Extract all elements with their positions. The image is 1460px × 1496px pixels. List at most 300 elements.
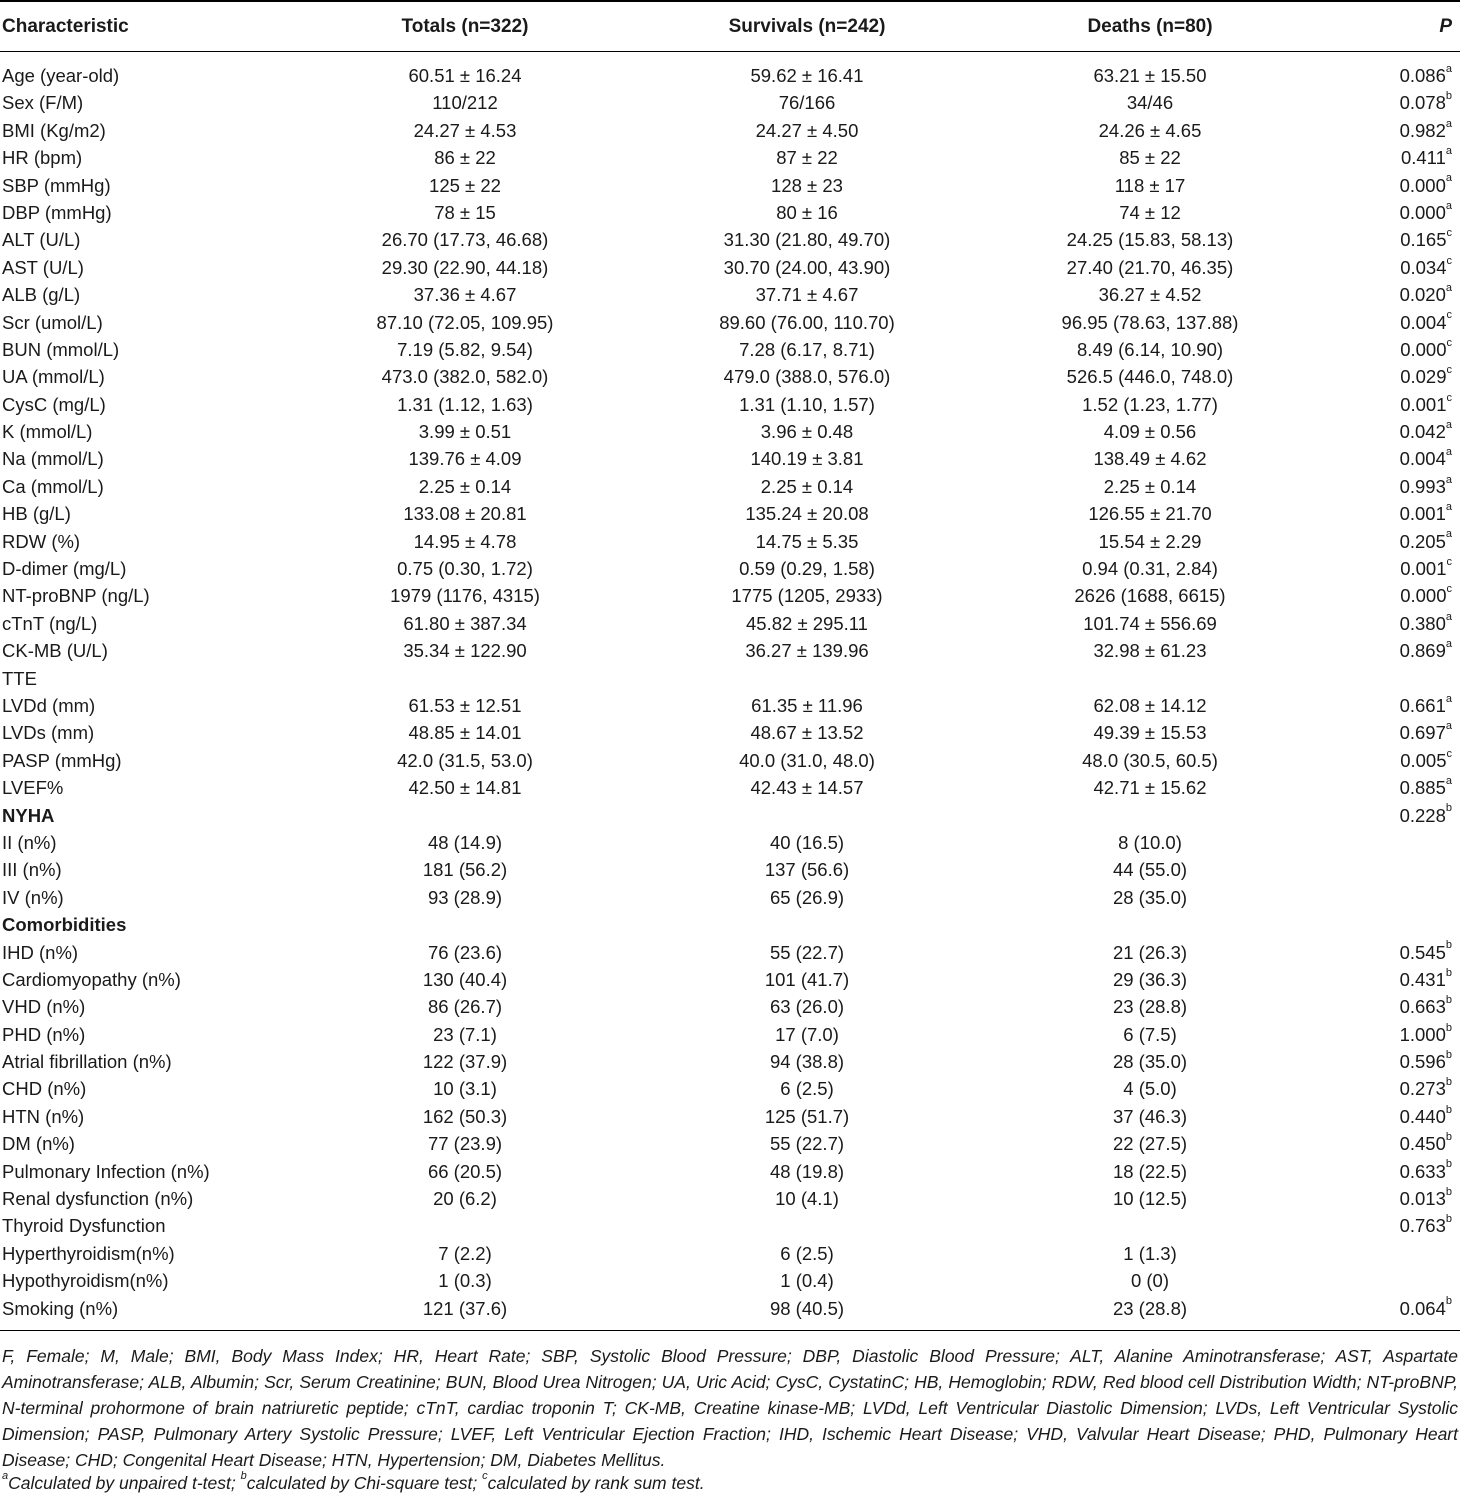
- row-label: Age (year-old): [2, 65, 120, 86]
- cell-p-value: [1400, 391, 1452, 418]
- cell-deaths: 8.49 (6.14, 10.90): [1076, 338, 1224, 360]
- table-row: [0, 172, 1460, 199]
- header-totals: Totals (n=322): [401, 16, 529, 37]
- cell-p-value: [1400, 1048, 1452, 1075]
- row-label: LVEF%: [2, 777, 64, 799]
- header-survivals: Survivals (n=242): [728, 16, 886, 37]
- cell-totals: 78 ± 15: [434, 201, 496, 223]
- p-value-test-marker: a: [1445, 638, 1452, 651]
- cell-deaths: 6 (7.5): [1123, 1023, 1177, 1045]
- cell-survivals: 10 (4.1): [775, 1188, 839, 1210]
- row-label: Comorbidities: [2, 914, 127, 936]
- cell-survivals: 137 (56.6): [764, 859, 850, 881]
- cell-deaths: 23 (28.8): [1112, 1297, 1188, 1319]
- table-row: [0, 62, 1460, 89]
- cell-p-value: [1400, 1158, 1452, 1185]
- row-label: Cardiomyopathy (n%): [2, 968, 181, 990]
- cell-totals: 29.30 (22.90, 44.18): [381, 256, 549, 278]
- row-label: AST (U/L): [2, 256, 84, 278]
- table-row: [0, 89, 1460, 116]
- table-row: [0, 199, 1460, 226]
- table-row: [0, 254, 1460, 281]
- cell-totals: 110/212: [432, 92, 498, 114]
- table-row: [0, 1212, 1460, 1239]
- cell-p-value: [1400, 1021, 1452, 1048]
- cell-survivals: 89.60 (76.00, 110.70): [719, 311, 895, 333]
- cell-p-value: [1400, 309, 1452, 336]
- cell-deaths: 23 (28.8): [1112, 996, 1188, 1018]
- row-label: Pulmonary Infection (n%): [2, 1160, 210, 1182]
- p-value-text: 1.000: [1399, 1023, 1446, 1045]
- p-value-text: 0.001: [1400, 393, 1447, 415]
- cell-deaths: 42.71 ± 15.62: [1093, 777, 1207, 799]
- cell-p-value: [1400, 528, 1452, 555]
- row-label: NT-proBNP (ng/L): [2, 585, 150, 607]
- cell-totals: 130 (40.4): [422, 968, 508, 990]
- cell-totals: 139.76 ± 4.09: [408, 448, 522, 470]
- p-value-test-marker: c: [1446, 364, 1452, 377]
- cell-p-value: [1400, 582, 1452, 609]
- p-value-test-marker: a: [1445, 528, 1452, 541]
- p-value-test-marker: b: [1445, 1185, 1452, 1198]
- cell-totals: 1 (0.3): [438, 1270, 492, 1292]
- p-value-test-marker: b: [1445, 1021, 1452, 1034]
- cell-p-value: [1400, 747, 1452, 774]
- cell-p-value: [1400, 966, 1452, 993]
- p-value-text: 0.034: [1400, 256, 1447, 278]
- p-value-test-marker: c: [1446, 555, 1452, 568]
- cell-survivals: 42.43 ± 14.57: [750, 777, 864, 799]
- p-value-text: 0.431: [1399, 968, 1446, 990]
- header-p: P: [1439, 16, 1452, 37]
- cell-deaths: 4.09 ± 0.56: [1103, 421, 1197, 443]
- cell-totals: 1.31 (1.12, 1.63): [397, 393, 533, 415]
- cell-totals: 93 (28.9): [427, 886, 503, 908]
- p-value-text: 0.869: [1399, 640, 1446, 662]
- cell-deaths: 8 (10.0): [1118, 831, 1182, 853]
- cell-survivals: 1.31 (1.10, 1.57): [739, 393, 875, 415]
- cell-deaths: 48.0 (30.5, 60.5): [1082, 749, 1218, 771]
- p-value-test-marker: c: [1446, 227, 1452, 240]
- header-characteristic: Characteristic: [2, 16, 129, 37]
- table-row: [0, 1130, 1460, 1157]
- row-label: PASP (mmHg): [2, 749, 122, 771]
- cell-p-value: [1400, 637, 1452, 664]
- cell-totals: 133.08 ± 20.81: [403, 503, 527, 525]
- table-top-rule: [0, 0, 1460, 2]
- cell-p-value: [1400, 692, 1452, 719]
- cell-deaths: 28 (35.0): [1112, 1051, 1188, 1073]
- cell-p-value: [1400, 172, 1452, 199]
- cell-totals: 181 (56.2): [422, 859, 508, 881]
- p-value-text: 0.697: [1399, 722, 1446, 744]
- cell-deaths: 15.54 ± 2.29: [1098, 530, 1202, 552]
- p-value-text: 0.380: [1399, 612, 1446, 634]
- table-row: [0, 391, 1460, 418]
- p-value-test-marker: a: [1445, 446, 1452, 459]
- p-value-text: 0.993: [1399, 475, 1446, 497]
- cell-totals: 86 ± 22: [434, 147, 496, 169]
- cell-p-value: [1400, 500, 1452, 527]
- test-note-a-marker: a: [2, 1470, 9, 1483]
- cell-p-value: [1400, 199, 1452, 226]
- cell-deaths: 1 (1.3): [1123, 1242, 1177, 1264]
- cell-deaths: 526.5 (446.0, 748.0): [1066, 366, 1234, 388]
- table-row: [0, 966, 1460, 993]
- p-value-text: 0.596: [1399, 1051, 1446, 1073]
- row-label: ALT (U/L): [2, 229, 81, 251]
- cell-deaths: 4 (5.0): [1123, 1078, 1177, 1100]
- cell-p-value: [1400, 418, 1452, 445]
- table-row: [0, 665, 1460, 692]
- cell-deaths: 96.95 (78.63, 137.88): [1061, 311, 1239, 333]
- cell-survivals: 63 (26.0): [769, 996, 845, 1018]
- row-label: HTN (n%): [2, 1105, 85, 1127]
- row-label: Hypothyroidism(n%): [2, 1270, 169, 1292]
- cell-survivals: 128 ± 23: [771, 174, 843, 196]
- cell-totals: 86 (26.7): [427, 996, 503, 1018]
- p-value-test-marker: b: [1445, 1158, 1452, 1171]
- p-value-test-marker: b: [1445, 1076, 1452, 1089]
- cell-p-value: [1401, 144, 1452, 171]
- row-label: UA (mmol/L): [2, 366, 105, 388]
- row-label: CK-MB (U/L): [2, 640, 108, 662]
- table-row: [0, 1240, 1460, 1267]
- table-row: [0, 1021, 1460, 1048]
- p-value-text: 0.078: [1399, 92, 1446, 114]
- p-value-test-marker: a: [1445, 281, 1452, 294]
- cell-totals: 162 (50.3): [422, 1105, 508, 1127]
- table-row: [0, 692, 1460, 719]
- row-label: IHD (n%): [2, 941, 79, 963]
- p-value-text: 0.661: [1399, 694, 1446, 716]
- cell-p-value: [1400, 802, 1452, 829]
- p-value-test-marker: c: [1446, 309, 1452, 322]
- table-header: [0, 8, 1460, 44]
- cell-survivals: 80 ± 16: [776, 201, 838, 223]
- p-value-test-marker: a: [1445, 172, 1452, 185]
- cell-totals: 122 (37.9): [422, 1051, 508, 1073]
- p-value-text: 0.001: [1399, 503, 1446, 525]
- p-value-test-marker: a: [1445, 418, 1452, 431]
- p-value-text: 0.885: [1399, 777, 1446, 799]
- p-value-test-marker: c: [1446, 391, 1452, 404]
- cell-deaths: 44 (55.0): [1112, 859, 1188, 881]
- table-row: [0, 418, 1460, 445]
- cell-survivals: 55 (22.7): [769, 941, 845, 963]
- row-label: K (mmol/L): [2, 421, 93, 443]
- p-value-text: 0.064: [1399, 1297, 1446, 1319]
- cell-deaths: 0.94 (0.31, 2.84): [1082, 558, 1218, 580]
- p-value-text: 0.000: [1399, 174, 1446, 196]
- row-label: SBP (mmHg): [2, 174, 111, 196]
- p-value-test-marker: a: [1445, 775, 1452, 787]
- cell-p-value: [1400, 89, 1452, 116]
- cell-survivals: 7.28 (6.17, 8.71): [739, 338, 875, 360]
- row-label: Atrial fibrillation (n%): [2, 1051, 172, 1073]
- cell-deaths: 1.52 (1.23, 1.77): [1082, 393, 1218, 415]
- cell-survivals: 76/166: [778, 92, 836, 114]
- cell-survivals: 0.59 (0.29, 1.58): [739, 558, 875, 580]
- table-row: [0, 774, 1460, 801]
- table-row: [0, 226, 1460, 253]
- cell-p-value: [1400, 993, 1452, 1020]
- cell-p-value: [1400, 1212, 1452, 1239]
- p-value-test-marker: a: [1445, 610, 1452, 623]
- row-label: Thyroid Dysfunction: [2, 1215, 166, 1237]
- table-row: [0, 829, 1460, 856]
- test-note-b: calculated by Chi-square test;: [246, 1473, 483, 1493]
- cell-survivals: 36.27 ± 139.96: [745, 640, 869, 662]
- table-bottom-rule: [0, 1330, 1460, 1331]
- cell-p-value: [1400, 363, 1452, 390]
- cell-survivals: 65 (26.9): [769, 886, 845, 908]
- cell-totals: 61.53 ± 12.51: [408, 694, 522, 716]
- table-row: [0, 336, 1460, 363]
- cell-survivals: 98 (40.5): [769, 1297, 845, 1319]
- p-value-text: 0.000: [1400, 585, 1447, 607]
- table-row: [0, 939, 1460, 966]
- header-deaths: Deaths (n=80): [1087, 16, 1213, 37]
- p-value-test-marker: a: [1445, 199, 1452, 212]
- row-label: RDW (%): [2, 530, 81, 552]
- table-row: [0, 911, 1460, 938]
- cell-deaths: 101.74 ± 556.69: [1083, 612, 1217, 634]
- cell-p-value: [1400, 1103, 1452, 1130]
- cell-totals: 10 (3.1): [433, 1078, 497, 1100]
- table-row: [0, 309, 1460, 336]
- cell-deaths: 32.98 ± 61.23: [1093, 640, 1207, 662]
- cell-totals: 125 ± 22: [429, 174, 501, 196]
- table-row: [0, 1103, 1460, 1130]
- cell-totals: 20 (6.2): [433, 1188, 497, 1210]
- cell-survivals: 30.70 (24.00, 43.90): [723, 256, 891, 278]
- cell-p-value: [1400, 1075, 1452, 1102]
- cell-deaths: 0 (0): [1130, 1270, 1170, 1292]
- cell-totals: 48 (14.9): [427, 831, 503, 853]
- table-row: [0, 144, 1460, 171]
- cell-totals: 76 (23.6): [427, 941, 503, 963]
- table-row: [0, 610, 1460, 637]
- cell-p-value: [1400, 610, 1452, 637]
- row-label: Smoking (n%): [2, 1297, 119, 1319]
- cell-deaths: 2626 (1688, 6615): [1074, 585, 1226, 607]
- table-row: [0, 1075, 1460, 1102]
- p-value-test-marker: c: [1446, 583, 1452, 596]
- table-row: [0, 117, 1460, 144]
- cell-deaths: 18 (22.5): [1112, 1160, 1188, 1182]
- cell-p-value: [1400, 555, 1452, 582]
- cell-totals: 42.0 (31.5, 53.0): [397, 749, 533, 771]
- abbreviations-footnote: F, Female; M, Male; BMI, Body Mass Index; HR, Heart Rate; SBP, Systolic Blood Pressure; DBP, Diastolic Blood Pressure; ALT, Alanine Aminotransferase; AST, Aspartate Aminotransferase; ALB, Albumin; Scr, Serum Creatinine; BUN, Blood Urea Nitrogen; UA, Uric Acid; CysC, CystatinC; HB, Hemoglobin; RDW, Red blood cell Distribution Width; NT-proBNP, N-terminal prohormone of brain natriuretic peptide; cTnT, cardiac troponin T; CK-MB, Creatine kinase-MB; LVDd, Left Ventricular Diastolic Dimension; LVDs, Left Ventricular Systolic Dimension; PASP, Pulmonary Artery Systolic Pressure; LVEF, Left Ventricular Ejection Fraction; IHD, Ischemic Heart Disease; VHD, Valvular Heart Disease; PHD, Pulmonary Heart Disease; CHD; Congenital Heart Disease; HTN, Hypertension; DM, Diabetes Mellitus.: [2, 1346, 1458, 1470]
- cell-totals: 14.95 ± 4.78: [413, 530, 517, 552]
- table-row: [0, 1158, 1460, 1185]
- p-value-test-marker: b: [1445, 1131, 1452, 1144]
- cell-deaths: 74 ± 12: [1119, 201, 1181, 223]
- cell-deaths: 62.08 ± 14.12: [1093, 694, 1207, 716]
- test-note-b-marker: b: [240, 1470, 247, 1483]
- cell-totals: 87.10 (72.05, 109.95): [376, 311, 554, 333]
- p-value-text: 0.633: [1399, 1160, 1446, 1182]
- p-value-test-marker: b: [1445, 1295, 1452, 1308]
- cell-deaths: 118 ± 17: [1114, 174, 1186, 196]
- p-value-test-marker: a: [1445, 117, 1452, 130]
- cell-p-value: [1400, 445, 1452, 472]
- test-note-c-marker: c: [482, 1470, 488, 1483]
- p-value-text: 0.013: [1399, 1188, 1446, 1210]
- cell-deaths: 27.40 (21.70, 46.35): [1066, 256, 1234, 278]
- p-value-text: 0.005: [1400, 749, 1447, 771]
- test-note-c: calculated by rank sum test.: [487, 1473, 705, 1493]
- p-value-text: 0.273: [1399, 1078, 1446, 1100]
- p-value-text: 0.411: [1400, 147, 1446, 169]
- cell-deaths: 10 (12.5): [1112, 1188, 1188, 1210]
- row-label: Na (mmol/L): [2, 448, 104, 470]
- cell-p-value: [1400, 939, 1452, 966]
- row-label: NYHA: [2, 804, 55, 826]
- p-value-test-marker: c: [1446, 747, 1452, 760]
- row-label: TTE: [2, 667, 37, 689]
- p-value-test-marker: a: [1445, 720, 1452, 733]
- p-value-test-marker: c: [1446, 254, 1452, 267]
- cell-totals: 23 (7.1): [433, 1023, 497, 1045]
- p-value-text: 0.228: [1399, 804, 1446, 826]
- table-row: [0, 363, 1460, 390]
- cell-survivals: 37.71 ± 4.67: [755, 284, 859, 306]
- cell-survivals: 45.82 ± 295.11: [746, 612, 868, 634]
- cell-survivals: 101 (41.7): [764, 968, 850, 990]
- cell-deaths: 24.25 (15.83, 58.13): [1066, 229, 1234, 251]
- row-label: cTnT (ng/L): [2, 612, 98, 634]
- table-row: [0, 528, 1460, 555]
- table-body: [0, 62, 1460, 1322]
- cell-deaths: 28 (35.0): [1112, 886, 1188, 908]
- cell-totals: 24.27 ± 4.53: [413, 119, 517, 141]
- cell-totals: 473.0 (382.0, 582.0): [381, 366, 549, 388]
- p-value-text: 0.086: [1399, 65, 1446, 86]
- cell-totals: 35.34 ± 122.90: [403, 640, 527, 662]
- row-label: VHD (n%): [2, 996, 86, 1018]
- cell-survivals: 14.75 ± 5.35: [755, 530, 859, 552]
- cell-survivals: 3.96 ± 0.48: [760, 421, 854, 443]
- cell-totals: 66 (20.5): [427, 1160, 503, 1182]
- row-label: IV (n%): [2, 886, 64, 908]
- table-row: [0, 1267, 1460, 1294]
- cell-deaths: 37 (46.3): [1112, 1105, 1188, 1127]
- cell-p-value: [1400, 1295, 1452, 1322]
- row-label: II (n%): [2, 831, 57, 853]
- table-header-rule: [0, 51, 1460, 52]
- row-label: DBP (mmHg): [2, 201, 112, 223]
- cell-p-value: [1400, 336, 1452, 363]
- row-label: Renal dysfunction (n%): [2, 1188, 194, 1210]
- p-value-test-marker: b: [1445, 1213, 1452, 1226]
- p-value-text: 0.440: [1399, 1105, 1446, 1127]
- p-value-text: 0.000: [1400, 338, 1447, 360]
- cell-p-value: [1400, 719, 1452, 746]
- cell-survivals: 31.30 (21.80, 49.70): [723, 229, 891, 251]
- p-value-text: 0.205: [1399, 530, 1446, 552]
- cell-survivals: 135.24 ± 20.08: [745, 503, 869, 525]
- row-label: III (n%): [2, 859, 62, 881]
- table-row: [0, 445, 1460, 472]
- row-label: BMI (Kg/m2): [2, 119, 106, 141]
- table-row: [0, 500, 1460, 527]
- table-row: [0, 856, 1460, 883]
- row-label: PHD (n%): [2, 1023, 86, 1045]
- cell-totals: 7.19 (5.82, 9.54): [397, 338, 533, 360]
- p-value-text: 0.001: [1400, 558, 1447, 580]
- cell-survivals: 1 (0.4): [780, 1270, 834, 1292]
- test-note-a: Calculated by unpaired t-test;: [8, 1473, 241, 1493]
- row-label: Scr (umol/L): [2, 311, 103, 333]
- cell-p-value: [1400, 1185, 1452, 1212]
- cell-totals: 48.85 ± 14.01: [408, 722, 522, 744]
- cell-p-value: [1400, 254, 1452, 281]
- p-value-text: 0.450: [1399, 1133, 1446, 1155]
- cell-deaths: 29 (36.3): [1112, 968, 1188, 990]
- cell-totals: 121 (37.6): [422, 1297, 508, 1319]
- cell-survivals: 48 (19.8): [769, 1160, 845, 1182]
- p-value-test-marker: c: [1446, 336, 1452, 349]
- p-value-text: 0.763: [1399, 1215, 1446, 1237]
- cell-p-value: [1400, 62, 1452, 89]
- cell-survivals: 6 (2.5): [780, 1078, 834, 1100]
- cell-p-value: [1400, 281, 1452, 308]
- cell-survivals: 40.0 (31.0, 48.0): [739, 749, 875, 771]
- row-label: CHD (n%): [2, 1078, 87, 1100]
- p-value-text: 0.020: [1399, 284, 1446, 306]
- table-row: [0, 1185, 1460, 1212]
- table-row: [0, 802, 1460, 829]
- table-row: [0, 1048, 1460, 1075]
- p-value-test-marker: a: [1445, 501, 1452, 514]
- row-label: LVDd (mm): [2, 694, 96, 716]
- p-value-test-marker: b: [1445, 966, 1452, 979]
- test-footnote: [2, 1472, 1458, 1494]
- p-value-text: 0.029: [1400, 366, 1447, 388]
- table-row: [0, 884, 1460, 911]
- p-value-test-marker: a: [1445, 145, 1452, 158]
- cell-survivals: 48.67 ± 13.52: [750, 722, 864, 744]
- table-row: [0, 747, 1460, 774]
- cell-deaths: 63.21 ± 15.50: [1093, 65, 1207, 86]
- row-label: BUN (mmol/L): [2, 338, 120, 360]
- cell-deaths: 24.26 ± 4.65: [1098, 119, 1202, 141]
- cell-totals: 26.70 (17.73, 46.68): [381, 229, 549, 251]
- cell-totals: 1979 (1176, 4315): [390, 585, 540, 607]
- cell-survivals: 479.0 (388.0, 576.0): [723, 366, 891, 388]
- cell-survivals: 1775 (1205, 2933): [731, 585, 883, 607]
- cell-survivals: 87 ± 22: [776, 147, 838, 169]
- row-label: DM (n%): [2, 1133, 75, 1155]
- p-value-test-marker: b: [1445, 939, 1452, 952]
- cell-totals: 2.25 ± 0.14: [418, 475, 512, 497]
- p-value-test-marker: b: [1445, 994, 1452, 1007]
- cell-p-value: [1400, 1130, 1452, 1157]
- cell-p-value: [1400, 473, 1452, 500]
- cell-totals: 77 (23.9): [427, 1133, 503, 1155]
- cell-deaths: 22 (27.5): [1112, 1133, 1188, 1155]
- row-label: HR (bpm): [2, 147, 83, 169]
- row-label: Ca (mmol/L): [2, 475, 104, 497]
- row-label: LVDs (mm): [2, 722, 95, 744]
- cell-survivals: 125 (51.7): [764, 1105, 850, 1127]
- cell-totals: 0.75 (0.30, 1.72): [397, 558, 533, 580]
- cell-totals: 3.99 ± 0.51: [418, 421, 512, 443]
- table-row: [0, 281, 1460, 308]
- table-row: [0, 719, 1460, 746]
